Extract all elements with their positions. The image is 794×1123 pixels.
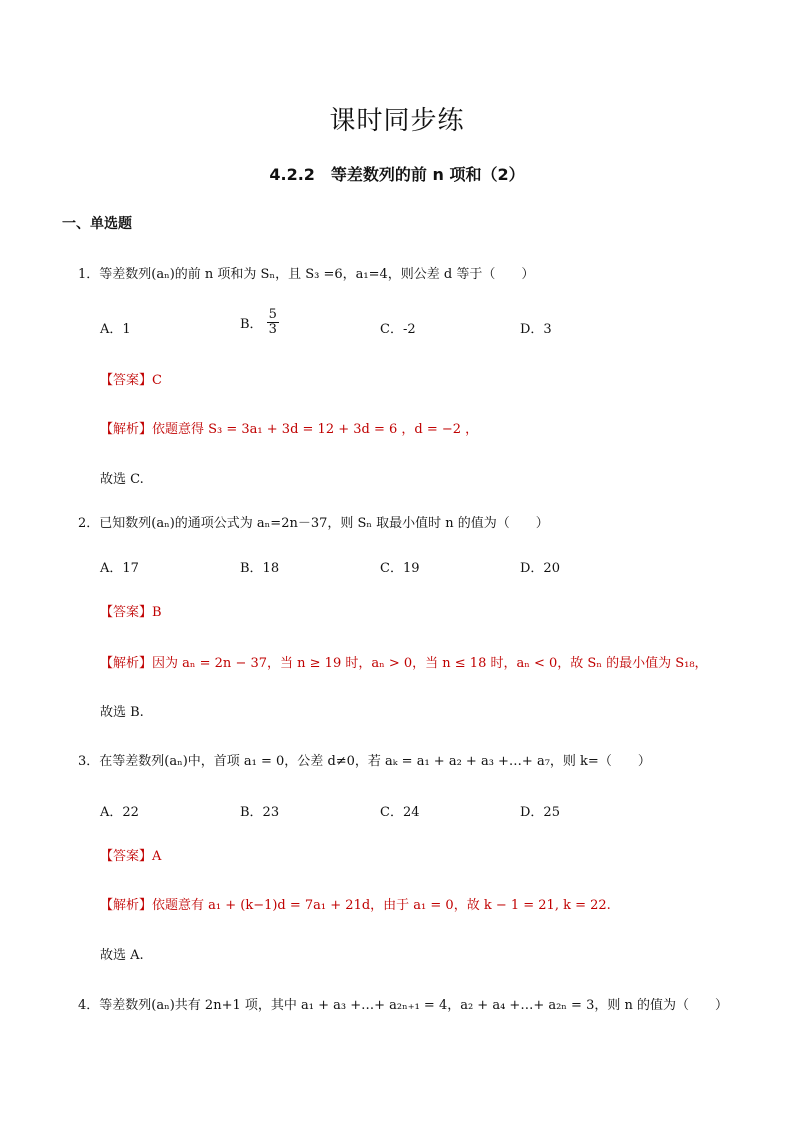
q2-option-b: B．18 (240, 561, 280, 576)
q1-answer: 【答案】C (100, 373, 162, 388)
q3-option-c: C．24 (380, 805, 420, 820)
q1-option-b-fraction (267, 308, 279, 337)
lesson-subtitle: 4.2.2 等差数列的前 n 项和（2） (269, 165, 525, 184)
q3-option-a: A．22 (100, 805, 139, 820)
section-heading: 一、单选题 (62, 216, 132, 232)
question-4-stem: 4．等差数列(aₙ)共有 2n+1 项，其中 a₁ + a₃ +…+ a₂ₙ₊₁ = 4，a₂ + a₄ +…+ a₂ₙ = 3，则 n 的值为（ ） (78, 998, 728, 1013)
q1-option-a: A．1 (100, 322, 131, 337)
q2-option-d: D．20 (520, 561, 560, 576)
q1-option-c: C．-2 (380, 322, 416, 337)
q1-option-d: D．3 (520, 322, 552, 337)
q3-conclusion: 故选 A. (100, 948, 144, 963)
question-2-stem: 2．已知数列(aₙ)的通项公式为 aₙ=2n－37，则 Sₙ 取最小值时 n 的值为（ ） (78, 516, 549, 531)
q1-fraction-denominator: 3 (268, 322, 277, 337)
q2-answer: 【答案】B (100, 605, 162, 620)
q1-analysis: 【解析】依题意得 S₃ = 3a₁ + 3d = 12 + 3d = 6 ，d = −2 ， (100, 422, 479, 437)
q2-option-c: C．19 (380, 561, 420, 576)
q1-option-b (240, 308, 279, 337)
question-3-stem: 3．在等差数列(aₙ)中，首项 a₁ = 0，公差 d≠0，若 aₖ = a₁ + a₂ + a₃ +…+ a₇，则 k=（ ） (78, 754, 651, 769)
q3-option-d: D．25 (520, 805, 560, 820)
q2-analysis: 【解析】因为 aₙ = 2n − 37，当 n ≥ 19 时，aₙ > 0，当 n ≤ 18 时，aₙ < 0，故 Sₙ 的最小值为 S₁₈， (100, 656, 708, 671)
q1-option-b-label: B． (240, 317, 263, 332)
q2-conclusion: 故选 B. (100, 705, 144, 720)
page-title: 课时同步练 (329, 106, 465, 136)
question-1-stem: 1．等差数列(aₙ)的前 n 项和为 Sₙ，且 S₃ =6，a₁=4，则公差 d 等于（ ） (78, 267, 535, 282)
q3-option-b: B．23 (240, 805, 280, 820)
q3-analysis: 【解析】依题意有 a₁ + (k−1)d = 7a₁ + 21d，由于 a₁ = 0，故 k − 1 = 21, k = 22. (100, 898, 611, 913)
q2-option-a: A．17 (100, 561, 139, 576)
q3-answer: 【答案】A (100, 849, 162, 864)
q1-conclusion: 故选 C. (100, 472, 144, 487)
q1-fraction-numerator: 5 (268, 307, 277, 322)
